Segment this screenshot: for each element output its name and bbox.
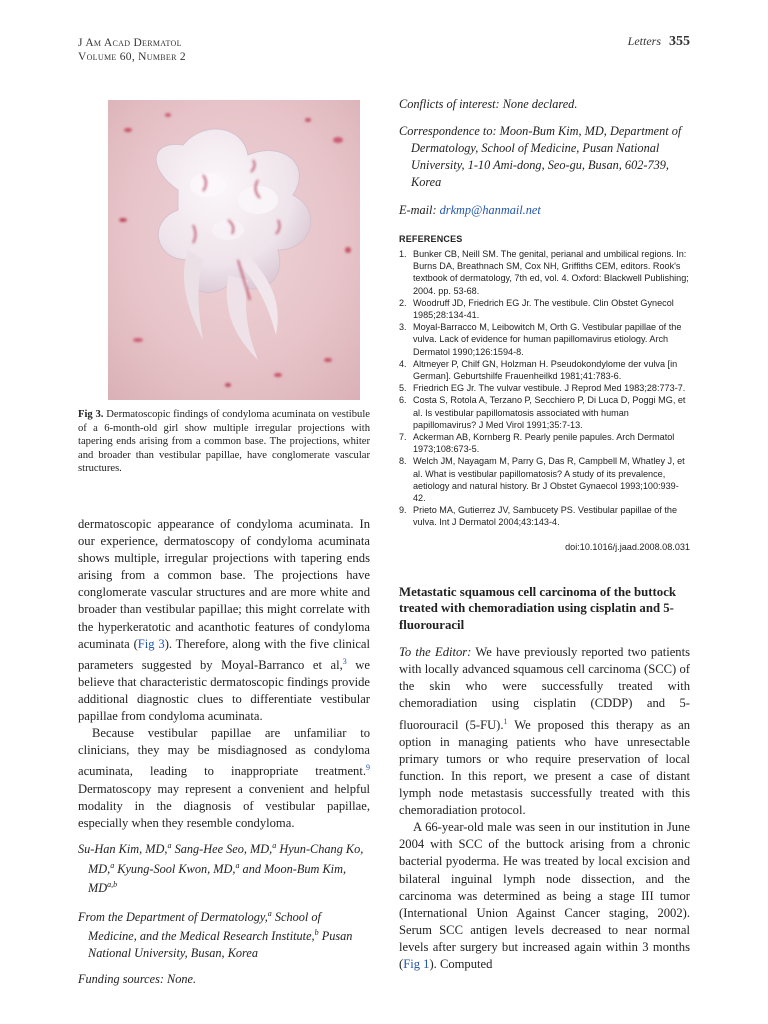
reference-number: 5. — [399, 383, 407, 394]
affiliation-mark: a — [272, 841, 277, 851]
figure-1-link[interactable]: Fig 1 — [403, 957, 430, 972]
affiliation-text: From the Department of Dermatology, — [78, 909, 268, 924]
left-body-text — [78, 516, 370, 832]
affiliation-mark: b — [314, 928, 319, 938]
author-name: and Moon-Bum Kim, MD — [88, 861, 347, 896]
reference-text: Woodruff JD, Friedrich EG Jr. The vestibule. Clin Obstet Gynecol 1985;28:134-41. — [413, 297, 674, 321]
email-link[interactable]: drkmp@hanmail.net — [439, 203, 541, 217]
paragraph — [78, 516, 370, 725]
journal-name: J Am Acad Dermatol — [78, 37, 182, 49]
reference-number: 2. — [399, 297, 407, 308]
reference-text: Prieto MA, Gutierrez JV, Sambucety PS. Vestibular papillae of the vulva. Int J Dermatol 2004;43:143-4. — [413, 505, 678, 528]
text-run: dermatoscopic appearance of condyloma acuminata. In our experience, dermatoscopy of condyloma acuminata shows multiple, irregular projections with tapering ends arising from a common base. The projections have conglomerate vascular structures and are more white and broader than vestibular papillae; this might correlate with the hyperkeratotic and acanthotic features of condyloma acuminata ( — [78, 516, 370, 651]
reference-text: Ackerman AB, Kornberg R. Pearly penile papules. Arch Dermatol 1973;108:673-5. — [413, 432, 675, 455]
author-name: Kyung-Sool Kwon, MD, — [114, 861, 236, 876]
reference-text: Moyal-Barracco M, Leibowitch M, Orth G. Vestibular papillae of the vulva. Lack of evidence for human papillomavirus etiology. Arch Dermatol 1990;126:1594-8. — [413, 322, 682, 357]
paragraph — [78, 725, 370, 832]
figure-3-image — [108, 100, 360, 400]
figure-caption — [78, 408, 370, 476]
reference-item — [399, 321, 690, 358]
affiliation-mark: a,b — [107, 880, 118, 890]
reference-list — [399, 248, 690, 529]
text-run: ). Therefore, along with the five clinical parameters suggested by Moyal-Barranco et al, — [78, 636, 371, 672]
reference-item — [399, 455, 690, 504]
figure-label: Fig 3. — [78, 409, 104, 420]
page-number: 355 — [669, 34, 690, 49]
running-header-page — [628, 34, 690, 50]
conflicts-statement: Conflicts of interest: None declared. — [399, 97, 578, 111]
right-column — [399, 96, 690, 973]
dermatoscopy-photo — [108, 100, 360, 400]
figure-3-link[interactable]: Fig 3 — [137, 636, 165, 651]
section-label: Letters — [627, 34, 661, 48]
author-list — [78, 838, 370, 897]
reference-item — [399, 248, 690, 297]
reference-item — [399, 504, 690, 528]
text-run: we believe that characteristic dermatoscopic findings provide additional diagnostic clues to differentiate vestibular papillae from condyloma acuminata. — [78, 657, 370, 724]
reference-text: Welch JM, Nayagam M, Parry G, Das R, Campbell M, Whatley J, et al. What is vestibular papillomatosis? A study of its prevalence, aetiology and natural history. Br J Obstet Gynaecol 1993;100:939-42. — [413, 456, 685, 504]
reference-number: 9. — [399, 505, 407, 516]
affiliation-mark: a — [167, 841, 172, 851]
text-run: A 66-year-old male was seen in our institution in June 2004 with SCC of the buttock arising from a chronic bacterial pyoderma. He was treated by local excision and bilateral inguinal lymph node dissection, and the carcinoma was determined as being a stage III tumor (International Union Against Cancer staging, 2002). Serum SCC antigen levels decreased to near normal levels after surgery but increased again within 3 months ( — [399, 820, 690, 972]
running-header-journal — [78, 36, 186, 64]
affiliation-mark: a — [110, 860, 115, 870]
reference-number: 8. — [399, 456, 407, 467]
funding-statement: Funding sources: None. — [78, 971, 197, 986]
reference-item — [399, 382, 690, 394]
reference-text: Bunker CB, Neill SM. The genital, perianal and umbilical regions. In: Burns DA, Breathnach SM, Cox NH, Griffiths CEM, editors. Rook's textbook of dermatology, 7th ed, vol. 4. Oxford: Blackwell Publishing; 2004. pp. 53-68. — [413, 249, 689, 296]
journal-volume: Volume 60, Number 2 — [78, 51, 186, 63]
reference-item — [399, 297, 690, 321]
affiliation-mark: a — [267, 908, 272, 918]
reference-text: Costa S, Rotola A, Terzano P, Secchiero P, Di Luca D, Poggi MG, et al. Is vestibular papillomatosis associated with human papillomavirus? J Med Virol 1991;35:7-13. — [413, 395, 686, 430]
reference-item — [399, 431, 690, 455]
paragraph — [399, 819, 690, 973]
left-column — [78, 100, 370, 987]
reference-text: Friedrich EG Jr. The vulvar vestibule. J Reprod Med 1983;28:773-7. — [413, 383, 686, 394]
affiliation-text: Pusan National University, Busan, Korea — [88, 929, 353, 960]
author-name: Sang-Hee Seo, MD, — [171, 842, 273, 857]
author-name: Su-Han Kim, MD, — [78, 842, 168, 857]
email-line — [399, 202, 690, 219]
reference-number: 7. — [399, 432, 407, 443]
text-run: We proposed this therapy as an option in managing patients who have unresectable primary tumors or who require preservation of local function. In this report, we present a case of distant lymph node metastasis successfully treated with this chemoradiation protocol. — [399, 717, 690, 818]
reference-number: 1. — [399, 249, 407, 259]
affiliation — [78, 906, 370, 962]
references-heading: REFERENCES — [399, 234, 463, 244]
figure-caption-text: Dermatoscopic findings of condyloma acuminata on vestibule of a 6-month-old girl show multiple irregular projections with tapering ends arising from a common base. The projections, whiter and broader than vestibular papillae, have conglomerate vascular structures. — [78, 409, 370, 475]
affiliation-text: School of Medicine, and the Medical Research Institute, — [88, 909, 321, 944]
author-name: Hyun-Chang Ko, MD, — [88, 842, 364, 876]
reference-number: 6. — [399, 395, 407, 406]
email-label: E-mail: — [399, 203, 440, 217]
right-body-text — [399, 644, 690, 973]
text-run: We have previously reported two patients with locally advanced squamous cell carcinoma (SCC) of the skin who were successfully treated with chemoradiation using cisplatin (CDDP) and 5-fluorouracil (5-FU). — [399, 645, 690, 732]
reference-number: 3. — [399, 322, 407, 333]
reference-text: Altmeyer P, Chilf GN, Holzman H. Pseudokondylome der vulva [in German]. Geburtshilfe Frauenheilkd 1981;41:783-6. — [413, 358, 678, 382]
text-run: ). Computed — [429, 957, 493, 972]
reference-item — [399, 358, 690, 382]
citation-9-link[interactable]: 9 — [366, 763, 370, 773]
article-title: Metastatic squamous cell carcinoma of the buttock treated with chemoradiation using cisplatin and 5-fluorouracil — [399, 584, 676, 632]
correspondence: Correspondence to: Moon-Bum Kim, MD, Department of Dermatology, School of Medicine, Pusan National University, 1-10 Ami-dong, Seo-gu, Busan, 602-739, Korea — [399, 124, 682, 189]
text-run: Dermatoscopy may represent a convenient and helpful modality in the diagnosis of vestibular papillae, especially when they resemble condyloma. — [78, 781, 370, 830]
paragraph — [399, 644, 690, 819]
salutation: To the Editor: — [399, 645, 472, 660]
text-run: Because vestibular papillae are unfamiliar to clinicians, they may be misdiagnosed as condyloma acuminata, leading to inappropriate treatment. — [78, 726, 370, 779]
reference-item — [399, 394, 690, 431]
doi[interactable]: doi:10.1016/j.jaad.2008.08.031 — [565, 541, 690, 552]
affiliation-mark: a — [235, 860, 240, 870]
reference-number: 4. — [399, 358, 407, 369]
citation-3-link[interactable]: 3 — [342, 656, 347, 666]
citation-1-link[interactable]: 1 — [503, 716, 508, 726]
